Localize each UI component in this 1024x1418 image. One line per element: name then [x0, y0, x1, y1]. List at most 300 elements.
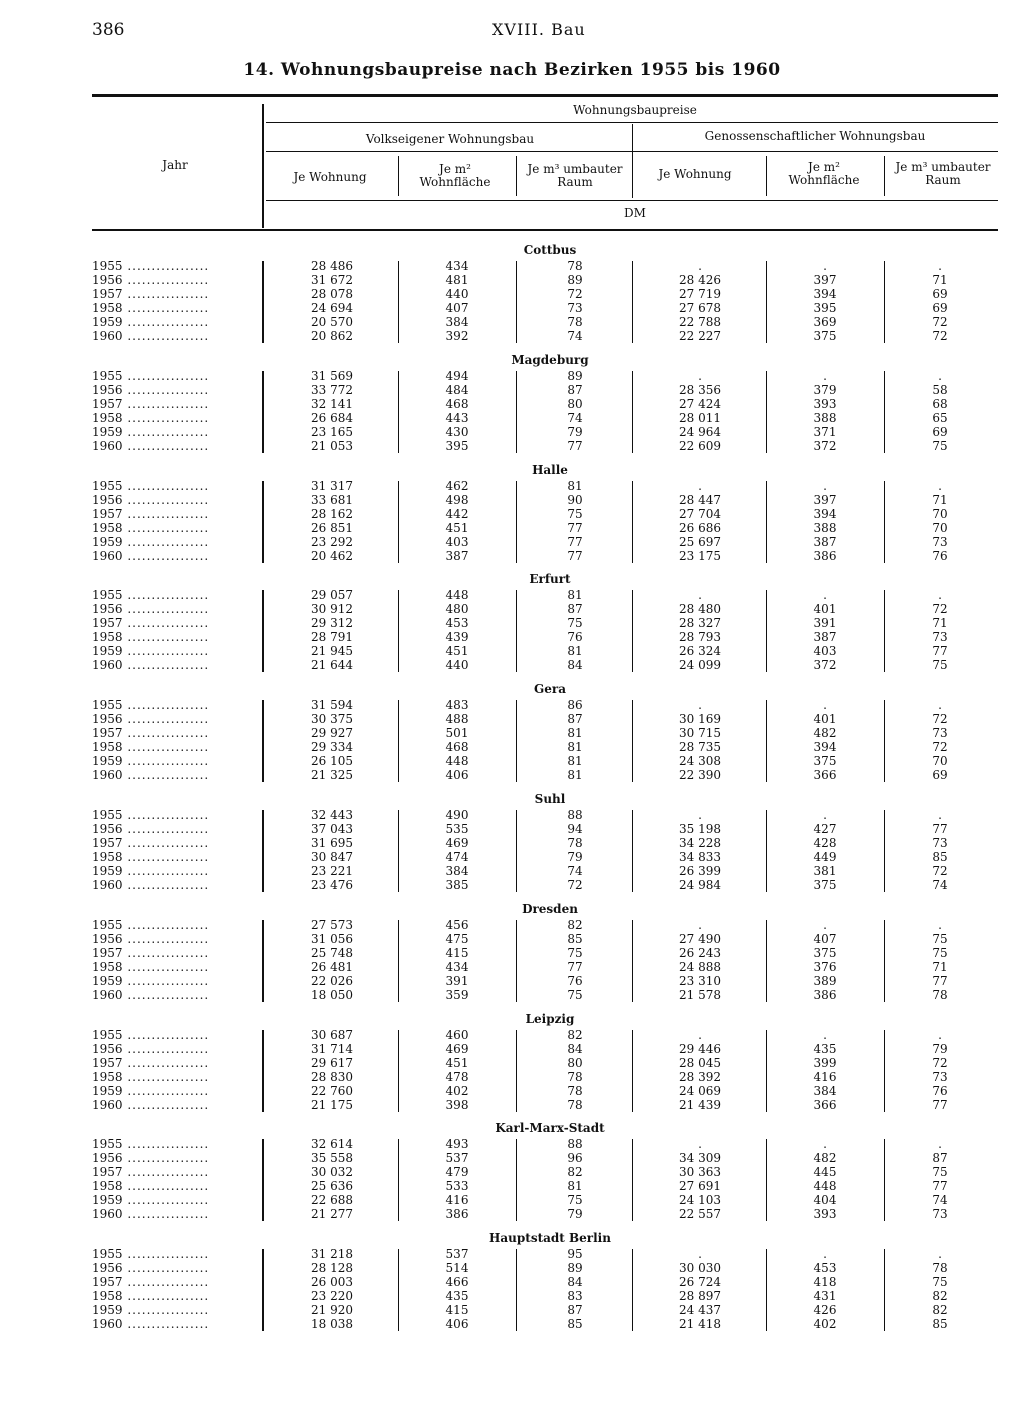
column-divider	[632, 1249, 633, 1331]
table-cell: 28 447	[679, 492, 721, 507]
table-cell: 76	[567, 973, 583, 988]
year-value: 1956	[92, 492, 123, 507]
table-cell: 75	[567, 945, 583, 960]
table-cell: 27 678	[679, 301, 721, 315]
table-cell: 28 356	[679, 382, 721, 397]
table-cell: 24 099	[679, 658, 721, 673]
table-cell: 448	[813, 1179, 837, 1194]
table-cell: 79	[932, 1041, 948, 1056]
year-label	[92, 1179, 209, 1193]
table-cell: .	[823, 1137, 827, 1152]
table-cell: 490	[445, 808, 469, 822]
table-cell: 77	[932, 644, 948, 659]
table-cell: 482	[813, 1151, 837, 1166]
table-cell: 375	[813, 329, 837, 343]
table-cell: .	[938, 259, 942, 273]
table-cell: .	[698, 917, 702, 932]
column-divider	[632, 371, 633, 453]
year-value: 1958	[92, 850, 123, 864]
table-cell: 416	[813, 1069, 837, 1084]
table-cell: 87	[567, 382, 583, 397]
table-cell: .	[698, 1137, 702, 1152]
year-value: 1957	[92, 1275, 123, 1290]
table-cell: 81	[567, 726, 583, 741]
table-cell: 31 569	[311, 368, 353, 383]
table-cell: 81	[567, 644, 583, 659]
table-cell: 386	[813, 548, 837, 563]
leader-dots: .................	[122, 287, 210, 301]
leader-dots: .................	[122, 808, 210, 822]
column-divider	[516, 261, 517, 343]
column-divider	[516, 810, 517, 892]
column-divider	[262, 700, 264, 782]
table-cell: 73	[932, 630, 948, 645]
table-cell: 359	[445, 987, 469, 1002]
year-label	[92, 974, 209, 988]
year-value: 1959	[92, 864, 123, 878]
column-divider	[632, 590, 633, 672]
year-label	[92, 616, 209, 630]
table-cell: 75	[567, 506, 583, 521]
leader-dots: .................	[122, 1289, 210, 1304]
table-cell: 80	[567, 1055, 583, 1070]
table-cell: 69	[932, 768, 948, 783]
table-cell: 82	[932, 1303, 948, 1318]
leader-dots: .................	[122, 698, 210, 713]
table-cell: 30 687	[311, 1027, 353, 1042]
table-cell: 77	[567, 438, 583, 453]
column-divider	[262, 1030, 264, 1112]
column-divider	[262, 920, 264, 1002]
table-cell: 68	[932, 396, 948, 411]
year-value: 1957	[92, 726, 123, 741]
table-cell: 87	[932, 1151, 948, 1166]
table-cell: .	[698, 808, 702, 822]
table-cell: 22 788	[679, 315, 721, 329]
table-cell: 404	[813, 1193, 837, 1208]
stub-divider	[262, 104, 264, 228]
year-value: 1957	[92, 506, 123, 521]
table-cell: 387	[813, 630, 837, 645]
year-label	[92, 768, 209, 782]
leader-dots: .................	[122, 315, 210, 329]
year-value: 1960	[92, 987, 123, 1002]
region-heading: Halle	[532, 462, 568, 477]
year-label	[92, 864, 209, 878]
year-label	[92, 588, 209, 602]
year-value: 1959	[92, 424, 123, 439]
year-label	[92, 726, 209, 740]
table-cell: .	[823, 917, 827, 932]
table-cell: 442	[445, 506, 469, 521]
year-value: 1958	[92, 301, 123, 315]
table-cell: 31 056	[311, 931, 353, 946]
year-value: 1955	[92, 368, 123, 383]
leader-dots: .................	[122, 1137, 210, 1152]
leader-dots: .................	[122, 1261, 210, 1276]
table-cell: 369	[813, 315, 837, 329]
column-divider	[632, 261, 633, 343]
year-label	[92, 1289, 209, 1303]
year-label	[92, 259, 209, 273]
table-cell: 387	[813, 534, 837, 549]
leader-dots: .................	[122, 878, 210, 892]
table-cell: .	[698, 259, 702, 273]
year-label	[92, 1165, 209, 1179]
table-cell: 81	[567, 740, 583, 755]
leader-dots: .................	[122, 273, 210, 287]
header-rule-3	[266, 200, 998, 201]
table-cell: 22 688	[311, 1193, 353, 1208]
table-cell: 371	[813, 424, 837, 439]
year-label	[92, 808, 209, 822]
table-cell: 430	[445, 424, 469, 439]
column-divider	[884, 810, 885, 892]
leader-dots: .................	[122, 1207, 210, 1222]
year-label	[92, 329, 209, 343]
table-cell: 28 078	[311, 287, 353, 301]
table-cell: 26 686	[679, 520, 721, 535]
year-value: 1955	[92, 698, 123, 713]
table-cell: 475	[445, 931, 469, 946]
leader-dots: .................	[122, 602, 210, 617]
table-cell: 78	[567, 1069, 583, 1084]
table-cell: 28 128	[311, 1261, 353, 1276]
table-cell: 77	[932, 973, 948, 988]
table-cell: 28 897	[679, 1289, 721, 1304]
table-cell: 34 309	[679, 1151, 721, 1166]
leader-dots: .................	[122, 1165, 210, 1180]
region-heading: Magdeburg	[511, 352, 589, 367]
year-value: 1960	[92, 329, 123, 343]
table-cell: .	[938, 1247, 942, 1262]
region-heading: Hauptstadt Berlin	[489, 1231, 611, 1246]
table-cell: 72	[567, 287, 583, 301]
year-value: 1956	[92, 602, 123, 617]
table-cell: 28 830	[311, 1069, 353, 1084]
table-cell: 23 220	[311, 1289, 353, 1304]
header-rule-2	[266, 151, 998, 152]
table-cell: .	[938, 698, 942, 713]
table-cell: .	[698, 698, 702, 713]
column-divider	[262, 1139, 264, 1221]
table-cell: 29 617	[311, 1055, 353, 1070]
table-cell: 65	[932, 410, 948, 425]
table-cell: 435	[445, 1289, 469, 1304]
table-cell: 28 486	[311, 259, 353, 273]
table-cell: 72	[932, 1055, 948, 1070]
leader-dots: .................	[122, 259, 210, 273]
year-label	[92, 1137, 209, 1151]
table-cell: 460	[445, 1027, 469, 1042]
leader-dots: .................	[122, 1069, 210, 1084]
year-value: 1959	[92, 644, 123, 659]
leader-dots: .................	[122, 534, 210, 549]
table-cell: 26 243	[679, 945, 721, 960]
table-cell: 416	[445, 1193, 469, 1208]
table-cell: 29 927	[311, 726, 353, 741]
table-cell: .	[938, 808, 942, 822]
column-divider	[884, 481, 885, 563]
year-value: 1958	[92, 410, 123, 425]
leader-dots: .................	[122, 644, 210, 659]
table-cell: 439	[445, 630, 469, 645]
table-cell: 415	[445, 945, 469, 960]
table-cell: 21 920	[311, 1303, 353, 1318]
leader-dots: .................	[122, 1303, 210, 1318]
column-divider	[262, 371, 264, 453]
table-cell: 391	[813, 616, 837, 631]
column-divider	[766, 1030, 767, 1112]
header-col-divider	[398, 156, 399, 196]
page-number: 386	[92, 20, 125, 40]
table-cell: .	[823, 259, 827, 273]
table-cell: 26 481	[311, 959, 353, 974]
column-divider	[884, 1249, 885, 1331]
year-label	[92, 1028, 209, 1042]
table-cell: 69	[932, 301, 948, 315]
table-cell: 35 198	[679, 822, 721, 836]
table-cell: 27 490	[679, 931, 721, 946]
table-cell: 75	[932, 438, 948, 453]
year-label	[92, 630, 209, 644]
table-cell: 403	[445, 534, 469, 549]
year-label	[92, 1303, 209, 1317]
table-cell: 431	[813, 1289, 837, 1304]
leader-dots: .................	[122, 382, 210, 397]
leader-dots: .................	[122, 368, 210, 383]
table-cell: 22 557	[679, 1207, 721, 1222]
column-divider	[398, 481, 399, 563]
column-divider	[632, 481, 633, 563]
year-value: 1955	[92, 1137, 123, 1152]
table-cell: 445	[813, 1165, 837, 1180]
column-divider	[632, 1139, 633, 1221]
table-cell: 366	[813, 768, 837, 783]
table-cell: 449	[813, 850, 837, 864]
column-divider	[262, 481, 264, 563]
table-cell: 25 748	[311, 945, 353, 960]
column-divider	[398, 1249, 399, 1331]
table-cell: 384	[445, 315, 469, 329]
year-label	[92, 1317, 209, 1331]
table-cell: 26 684	[311, 410, 353, 425]
table-cell: 501	[445, 726, 469, 741]
year-value: 1957	[92, 1055, 123, 1070]
year-value: 1956	[92, 382, 123, 397]
table-cell: 483	[445, 698, 469, 713]
table-title: 14. Wohnungsbaupreise nach Bezirken 1955 bis 1960	[243, 60, 781, 80]
table-cell: 22 227	[679, 329, 721, 343]
table-cell: 78	[567, 259, 583, 273]
table-cell: 33 681	[311, 492, 353, 507]
table-cell: 18 050	[311, 987, 353, 1002]
table-cell: 28 426	[679, 273, 721, 287]
table-cell: 78	[567, 1097, 583, 1112]
table-cell: 85	[567, 931, 583, 946]
table-cell: 23 310	[679, 973, 721, 988]
table-cell: 478	[445, 1069, 469, 1084]
year-label	[92, 644, 209, 658]
header-col-divider	[516, 156, 517, 196]
year-value: 1957	[92, 287, 123, 301]
column-divider	[262, 261, 264, 343]
leader-dots: .................	[122, 973, 210, 988]
table-cell: 27 691	[679, 1179, 721, 1194]
table-cell: 451	[445, 520, 469, 535]
table-cell: 375	[813, 878, 837, 892]
table-cell: 30 032	[311, 1165, 353, 1180]
leader-dots: .................	[122, 630, 210, 645]
table-cell: 20 862	[311, 329, 353, 343]
year-value: 1959	[92, 534, 123, 549]
table-cell: 481	[445, 273, 469, 287]
table-cell: 34 833	[679, 850, 721, 864]
table-cell: 26 399	[679, 864, 721, 878]
table-cell: 78	[932, 987, 948, 1002]
table-cell: 23 476	[311, 878, 353, 892]
table-cell: 514	[445, 1261, 469, 1276]
header-col1: Je Wohnung	[293, 170, 367, 184]
column-divider	[766, 1249, 767, 1331]
table-cell: 25 697	[679, 534, 721, 549]
year-value: 1955	[92, 808, 123, 822]
leader-dots: .................	[122, 616, 210, 631]
table-cell: 28 791	[311, 630, 353, 645]
table-cell: 469	[445, 1041, 469, 1056]
table-cell: 89	[567, 1261, 583, 1276]
year-value: 1956	[92, 1261, 123, 1276]
table-cell: 71	[932, 616, 948, 631]
table-cell: 85	[932, 1317, 948, 1332]
year-value: 1956	[92, 931, 123, 946]
table-cell: 440	[445, 658, 469, 673]
table-cell: 75	[932, 945, 948, 960]
table-cell: 69	[932, 424, 948, 439]
table-cell: 70	[932, 754, 948, 769]
table-cell: 448	[445, 754, 469, 769]
header-col6: Je m³ umbauter Raum	[895, 160, 991, 187]
table-cell: 18 038	[311, 1317, 353, 1332]
header-col2: Je m² Wohnfläche	[419, 162, 491, 189]
table-cell: 73	[932, 1207, 948, 1222]
column-divider	[884, 371, 885, 453]
leader-dots: .................	[122, 712, 210, 727]
unit-label: DM	[624, 206, 646, 220]
column-divider	[398, 700, 399, 782]
year-value: 1959	[92, 754, 123, 769]
table-cell: 23 221	[311, 864, 353, 878]
year-value: 1960	[92, 768, 123, 783]
table-cell: 37 043	[311, 822, 353, 836]
table-cell: 26 003	[311, 1275, 353, 1290]
table-cell: 494	[445, 368, 469, 383]
year-label	[92, 754, 209, 768]
year-value: 1957	[92, 945, 123, 960]
year-value: 1956	[92, 273, 123, 287]
leader-dots: .................	[122, 1097, 210, 1112]
leader-dots: .................	[122, 836, 210, 850]
table-cell: .	[823, 808, 827, 822]
table-cell: 407	[813, 931, 837, 946]
table-cell: .	[823, 1247, 827, 1262]
year-label	[92, 273, 209, 287]
table-cell: 85	[567, 1317, 583, 1332]
table-cell: 456	[445, 917, 469, 932]
header-group-a: Volkseigener Wohnungsbau	[365, 132, 535, 146]
table-cell: 74	[567, 410, 583, 425]
table-cell: 427	[813, 822, 837, 836]
table-cell: 434	[445, 259, 469, 273]
year-value: 1959	[92, 315, 123, 329]
year-label	[92, 1056, 209, 1070]
table-cell: 74	[932, 1193, 948, 1208]
table-cell: 30 030	[679, 1261, 721, 1276]
leader-dots: .................	[122, 931, 210, 946]
year-label	[92, 439, 209, 453]
table-cell: 75	[567, 1193, 583, 1208]
table-cell: 24 308	[679, 754, 721, 769]
leader-dots: .................	[122, 1055, 210, 1070]
table-cell: 79	[567, 850, 583, 864]
header-top: Wohnungsbaupreise	[573, 103, 697, 117]
column-divider	[884, 261, 885, 343]
table-cell: 85	[932, 850, 948, 864]
table-cell: 88	[567, 808, 583, 822]
leader-dots: .................	[122, 754, 210, 769]
table-cell: 32 443	[311, 808, 353, 822]
table-cell: 388	[813, 410, 837, 425]
table-cell: 31 218	[311, 1247, 353, 1262]
year-label	[92, 878, 209, 892]
table-cell: 28 735	[679, 740, 721, 755]
table-cell: 462	[445, 478, 469, 493]
leader-dots: .................	[122, 478, 210, 493]
table-cell: 81	[567, 588, 583, 603]
year-label	[92, 549, 209, 563]
table-cell: 87	[567, 602, 583, 617]
year-label	[92, 960, 209, 974]
table-cell: 71	[932, 273, 948, 287]
year-label	[92, 1151, 209, 1165]
table-cell: 82	[932, 1289, 948, 1304]
year-value: 1955	[92, 1247, 123, 1262]
table-cell: 25 636	[311, 1179, 353, 1194]
header-bottom-rule	[92, 229, 998, 231]
year-label	[92, 918, 209, 932]
table-cell: .	[823, 588, 827, 603]
year-value: 1958	[92, 1069, 123, 1084]
column-divider	[516, 481, 517, 563]
table-cell: 32 141	[311, 396, 353, 411]
table-cell: 80	[567, 396, 583, 411]
table-cell: 89	[567, 273, 583, 287]
year-value: 1960	[92, 1207, 123, 1222]
table-cell: 30 169	[679, 712, 721, 727]
table-cell: 375	[813, 754, 837, 769]
table-cell: 70	[932, 506, 948, 521]
table-cell: 81	[567, 754, 583, 769]
table-cell: 26 724	[679, 1275, 721, 1290]
year-label	[92, 822, 209, 836]
table-cell: 31 695	[311, 836, 353, 850]
year-value: 1955	[92, 259, 123, 273]
table-cell: .	[698, 368, 702, 383]
table-cell: 493	[445, 1137, 469, 1152]
table-cell: 31 317	[311, 478, 353, 493]
table-cell: 394	[813, 740, 837, 755]
leader-dots: .................	[122, 588, 210, 603]
